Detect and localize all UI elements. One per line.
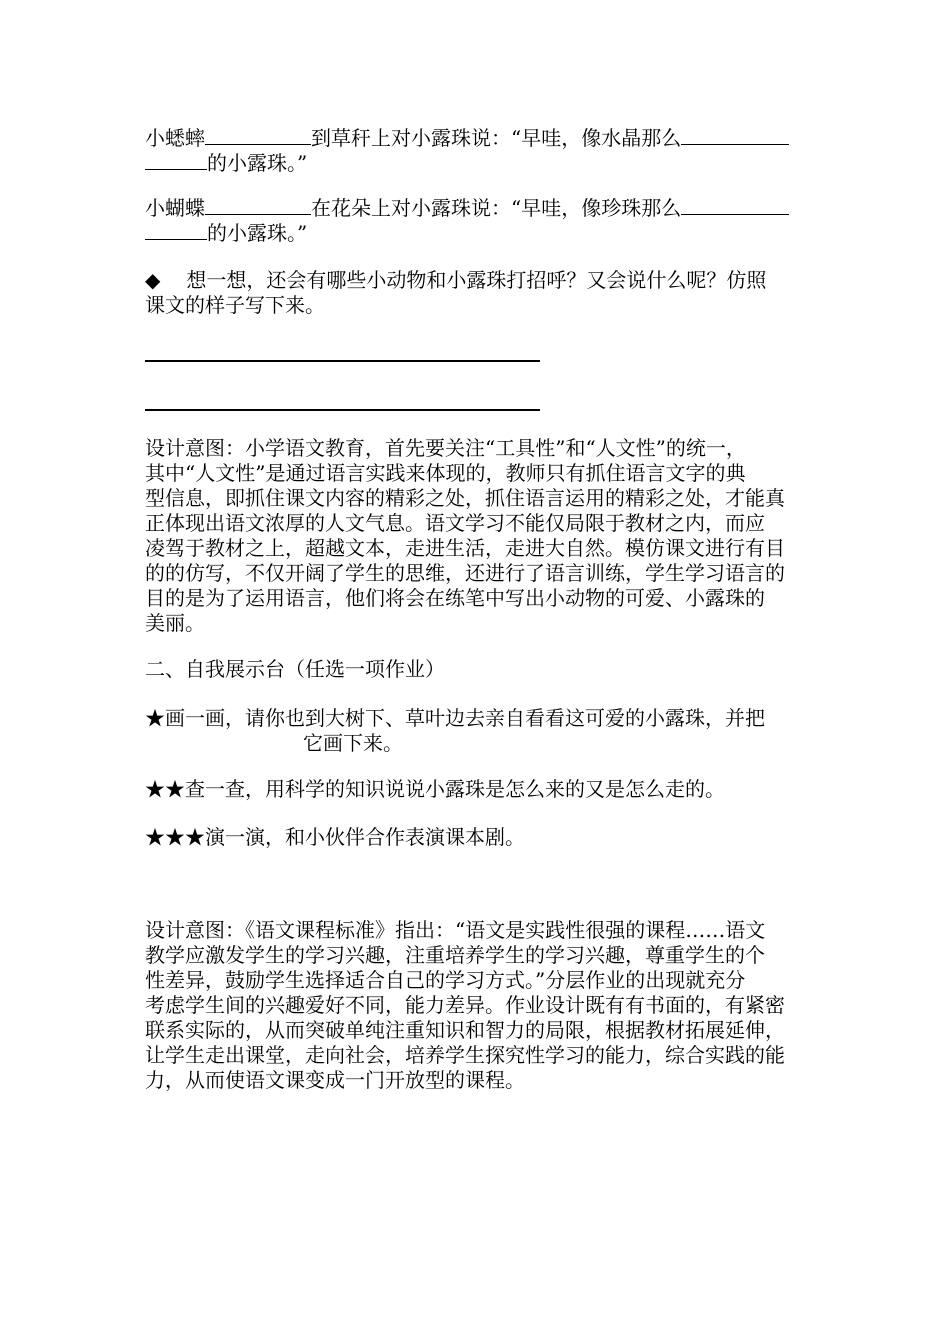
design-intent-paragraph-2: [145, 918, 811, 1093]
writing-line-2[interactable]: [145, 409, 540, 411]
writing-line-1[interactable]: [145, 360, 540, 362]
task-line-2: 课文的样子写下来。: [145, 293, 325, 317]
paragraph-line: 设计意图：小学语文教育，首先要关注“工具性”和“人文性”的统一，: [145, 436, 746, 460]
paragraph-line: 正体现出语文浓厚的人文气息。语文学习不能仅局限于教材之内，而应: [145, 511, 765, 535]
paragraph-line: 力，从而使语文课变成一门开放型的课程。: [145, 1068, 525, 1092]
paragraph-line: 凌驾于教材之上，超越文本，走进生活，走进大自然。模仿课文进行有目: [145, 536, 785, 560]
paragraph-line: 其中“人文性”是通过语言实践来体现的，教师只有抓住语言文字的典: [145, 461, 746, 485]
paragraph-line: 联系实际的，从而突破单纯注重知识和智力的局限，根据教材拓展延伸，: [145, 1018, 785, 1042]
paragraph-line: 性差异，鼓励学生选择适合自己的学习方式。”分层作业的出现就充分: [145, 968, 746, 992]
answer-blank[interactable]: [205, 128, 311, 145]
animal-name: 小蝴蝶: [145, 196, 205, 220]
option-two-text: ★★查一查，用科学的知识说说小露珠是怎么来的又是怎么走的。: [145, 777, 725, 801]
paragraph-line: 的的仿写，不仅开阔了学生的思维，还进行了语言训练，学生学习语言的: [145, 561, 785, 585]
sentence-middle: 到草秆上对小露珠说：“早哇，像水晶那么: [311, 126, 682, 150]
option-one-line-1: ★画一画，请你也到大树下、草叶边去亲自看看这可爱的小露珠，并把: [145, 706, 765, 730]
design-intent-paragraph-1: [145, 436, 811, 636]
option-one: [145, 706, 811, 756]
writing-task: [145, 268, 811, 318]
paragraph-line: 考虑学生间的兴趣爱好不同，能力差异。作业设计既有有书面的，有紧密: [145, 993, 785, 1017]
sentence-middle: 在花朵上对小露珠说：“早哇，像珍珠那么: [311, 196, 682, 220]
answer-blank[interactable]: [681, 198, 789, 215]
option-three-text: ★★★演一演，和小伙伴合作表演课本剧。: [145, 825, 525, 849]
sentence-end: 的小露珠。”: [207, 221, 308, 245]
animal-name: 小蟋蟀: [145, 126, 205, 150]
paragraph-line: 让学生走出课堂，走向社会，培养学生探究性学习的能力，综合实践的能: [145, 1043, 785, 1067]
diamond-bullet-icon: ◆: [145, 268, 161, 292]
answer-blank[interactable]: [145, 223, 207, 240]
answer-blank[interactable]: [145, 153, 207, 170]
answer-blank[interactable]: [205, 198, 311, 215]
option-two: [145, 777, 811, 802]
section-title: [145, 657, 811, 682]
paragraph-line: 美丽。: [145, 611, 205, 635]
option-one-line-2: 它画下来。: [303, 731, 403, 755]
paragraph-line: 设计意图：《语文课程标准》指出：“语文是实践性很强的课程……语文: [145, 918, 766, 942]
task-line-1: 想一想，还会有哪些小动物和小露珠打招呼？又会说什么呢？仿照: [186, 268, 767, 292]
section-title-text: 二、自我展示台（任选一项作业）: [145, 657, 445, 681]
fill-in-sentence-1: [145, 126, 811, 176]
paragraph-line: 教学应激发学生的学习兴趣，注重培养学生的学习兴趣，尊重学生的个: [145, 943, 765, 967]
fill-in-sentence-2: [145, 196, 811, 246]
sentence-end: 的小露珠。”: [207, 151, 308, 175]
answer-blank[interactable]: [681, 128, 789, 145]
paragraph-line: 目的是为了运用语言，他们将会在练笔中写出小动物的可爱、小露珠的: [145, 586, 765, 610]
paragraph-line: 型信息，即抓住课文内容的精彩之处，抓住语言运用的精彩之处，才能真: [145, 486, 785, 510]
option-three: [145, 825, 811, 850]
